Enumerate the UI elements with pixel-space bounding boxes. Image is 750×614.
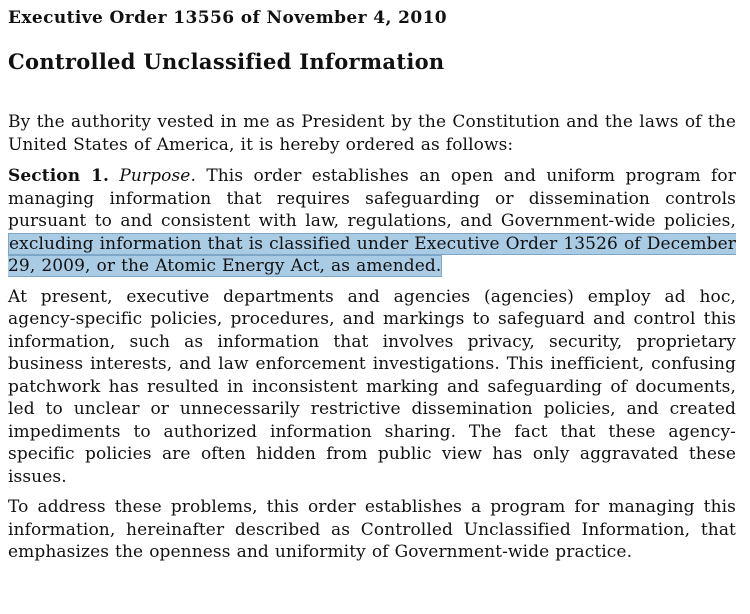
authority-paragraph: By the authority vested in me as President by the Constitution and the laws of the United States of America, it is hereby ordered as follows:	[8, 112, 736, 155]
section-heading: Purpose.	[119, 166, 196, 186]
program-paragraph: To address these problems, this order establishes a program for managing this information, hereinafter described as Controlled Unclassified Information, that emphasizes the openness and uniformity of Government-wide practice.	[8, 497, 736, 562]
executive-order-line: Executive Order 13556 of November 4, 2010	[8, 8, 448, 28]
section-1-paragraph	[8, 165, 736, 278]
section-1-text: This order establishes an open and uniform program for managing information that requires safeguarding or dissemination controls pursuant to and consistent with law, regulations, and Government-wide policies,	[8, 166, 736, 231]
document-page	[8, 0, 736, 564]
document-title: Controlled Unclassified Information	[8, 49, 445, 74]
highlighted-selection[interactable]: excluding information that is classified under Executive Order 13526 of December 29, 2009, or the Atomic Energy Act, as amended.	[8, 233, 736, 276]
present-practice-paragraph: At present, executive departments and agencies (agencies) employ ad hoc, agency-specific policies, procedures, and markings to safeguard and control this information, such as information that involves privacy, security, proprietary business interests, and law enforcement investigations. This inefficient, confusing patchwork has resulted in inconsistent marking and safeguarding of documents, led to unclear or unnecessarily restrictive dissemination policies, and created impediments to authorized information sharing. The fact that these agency-specific policies are often hidden from public view has only aggravated these issues.	[8, 286, 736, 487]
section-label: Section 1.	[8, 166, 109, 186]
